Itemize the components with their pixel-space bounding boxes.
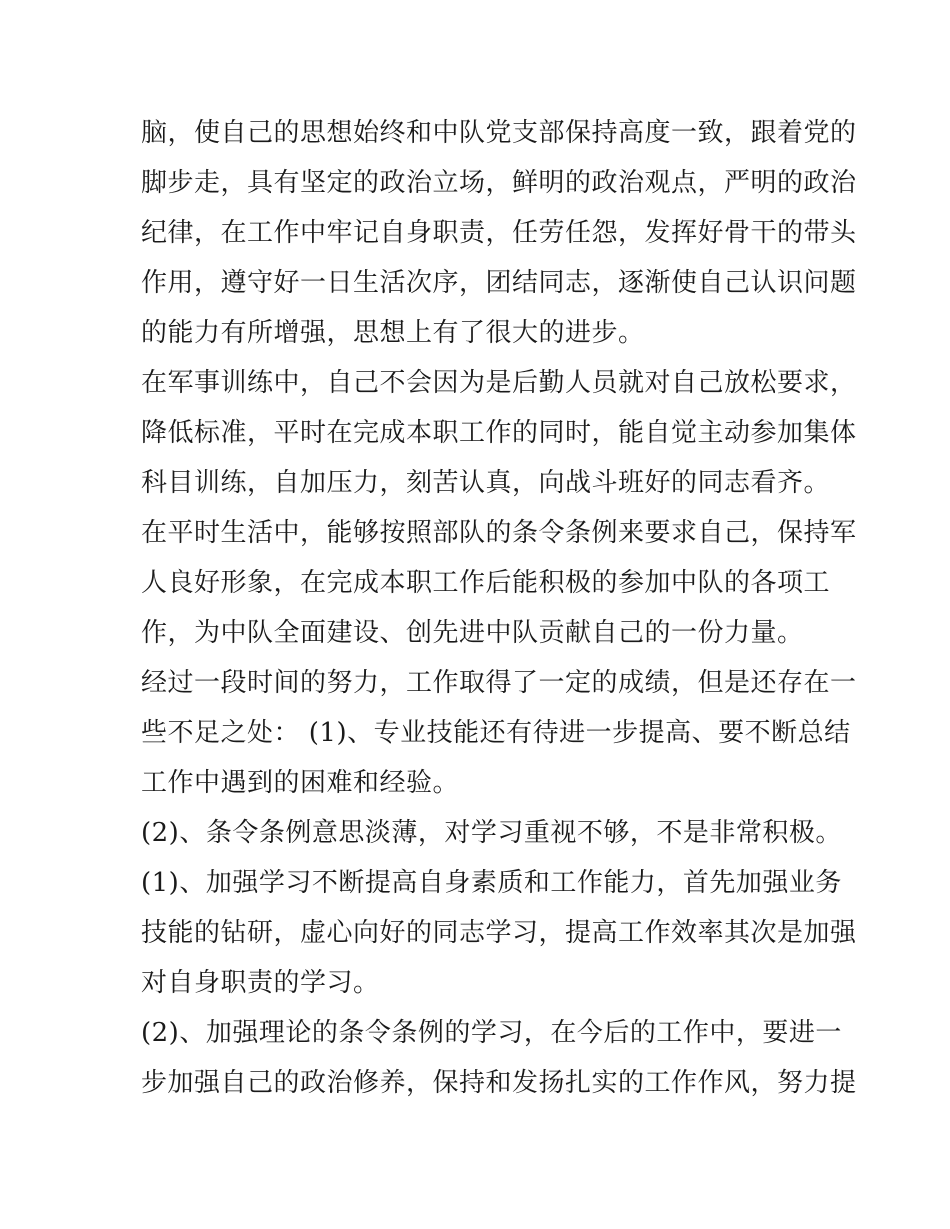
text-line: (2)、加强理论的条令条例的学习，在今后的工作中，要进一 bbox=[141, 1018, 842, 1048]
text-line: 对自身职责的学习。 bbox=[141, 968, 380, 998]
text-line: 作，为中队全面建设、创先进中队贡献自己的一份力量。 bbox=[141, 618, 804, 648]
text-line: 步加强自己的政治修养，保持和发扬扎实的工作作风，努力提 bbox=[141, 1068, 857, 1098]
text-line: (1)、加强学习不断提高自身素质和工作能力，首先加强业务 bbox=[141, 868, 842, 898]
paragraph-5 bbox=[141, 808, 842, 858]
text-line: 在平时生活中，能够按照部队的条令条例来要求自己，保持军 bbox=[141, 518, 857, 548]
paragraph-4 bbox=[141, 658, 857, 808]
text-line: 技能的钻研，虚心向好的同志学习，提高工作效率其次是加强 bbox=[141, 918, 857, 948]
text-line: 降低标准，平时在完成本职工作的同时，能自觉主动参加集体 bbox=[141, 418, 857, 448]
text-line: (2)、条令条例意思淡薄，对学习重视不够，不是非常积极。 bbox=[141, 818, 842, 848]
text-line: 在军事训练中，自己不会因为是后勤人员就对自己放松要求， bbox=[141, 368, 857, 398]
paragraph-3 bbox=[141, 508, 857, 658]
text-line: 人良好形象，在完成本职工作后能积极的参加中队的各项工 bbox=[141, 568, 831, 598]
text-line: 科目训练，自加压力，刻苦认真，向战斗班好的同志看齐。 bbox=[141, 468, 831, 498]
paragraph-2 bbox=[141, 358, 857, 508]
text-line: 工作中遇到的困难和经验。 bbox=[141, 768, 460, 798]
paragraph-1 bbox=[141, 108, 857, 358]
paragraph-7 bbox=[141, 1008, 857, 1108]
text-line: 的能力有所增强，思想上有了很大的进步。 bbox=[141, 318, 645, 348]
text-line: 脚步走，具有坚定的政治立场，鲜明的政治观点，严明的政治 bbox=[141, 168, 857, 198]
document-body bbox=[141, 108, 857, 1108]
text-line: 些不足之处： (1)、专业技能还有待进一步提高、要不断总结 bbox=[141, 718, 851, 748]
paragraph-6 bbox=[141, 858, 857, 1008]
text-line: 作用，遵守好一日生活次序，团结同志，逐渐使自己认识问题 bbox=[141, 268, 857, 298]
text-line: 纪律，在工作中牢记自身职责，任劳任怨，发挥好骨干的带头 bbox=[141, 218, 857, 248]
text-line: 脑，使自己的思想始终和中队党支部保持高度一致，跟着党的 bbox=[141, 118, 857, 148]
text-line: 经过一段时间的努力，工作取得了一定的成绩，但是还存在一 bbox=[141, 668, 857, 698]
